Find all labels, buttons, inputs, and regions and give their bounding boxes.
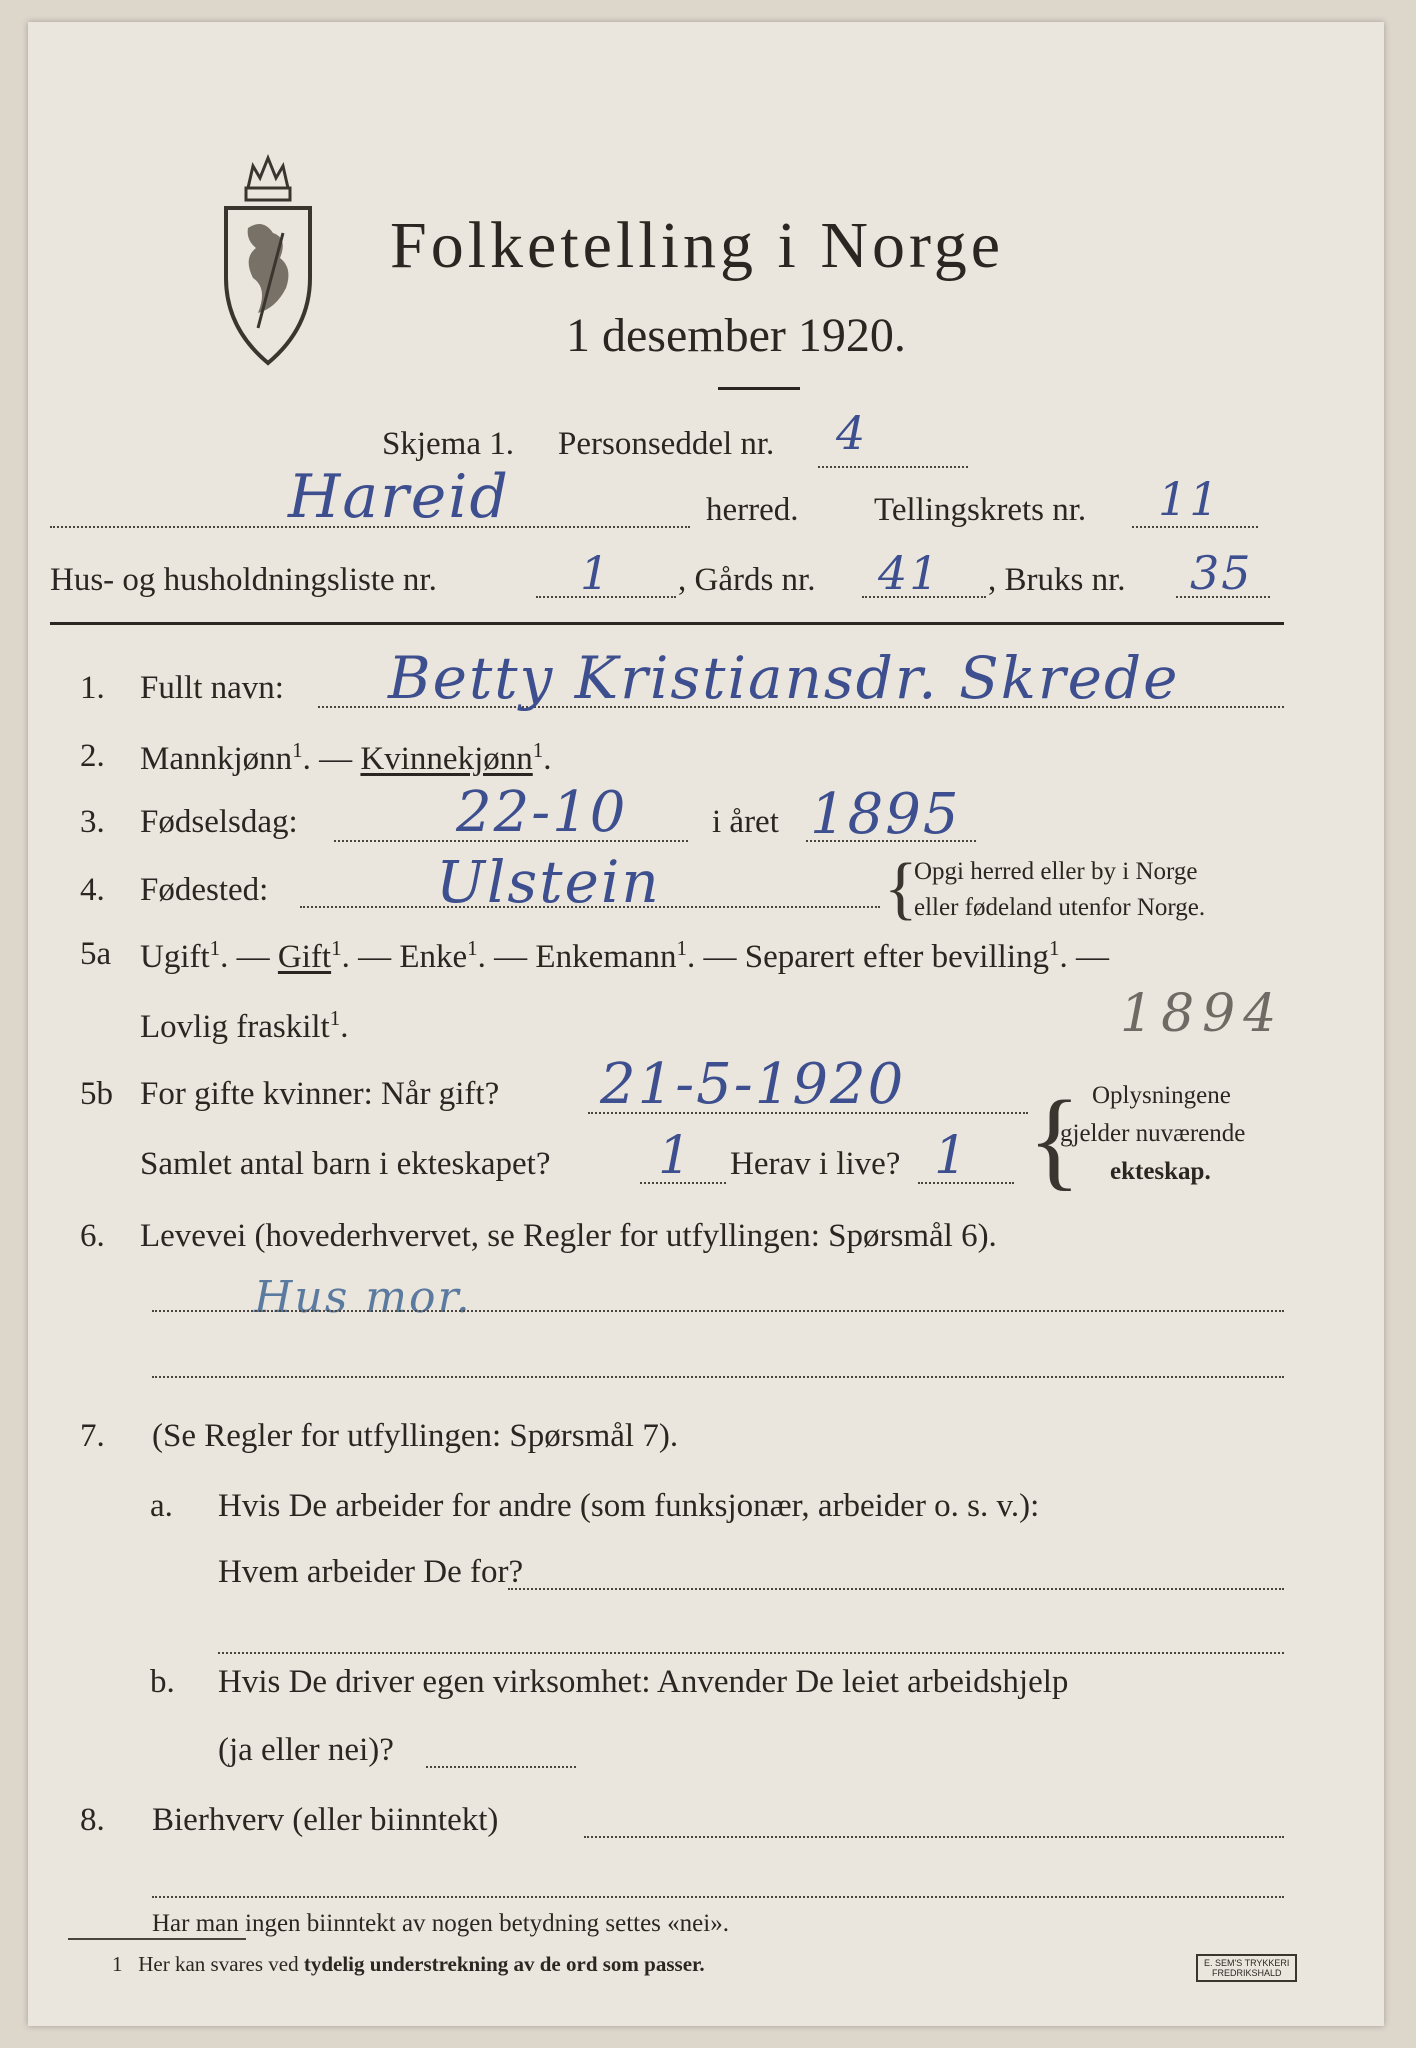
q8-line-2[interactable] — [152, 1896, 1284, 1898]
option-enke[interactable]: Enke — [399, 939, 468, 975]
option-gift[interactable]: Gift — [277, 939, 332, 975]
q5b-note-line1: Oplysningene — [1092, 1082, 1231, 1109]
q6-number: 6. — [80, 1218, 105, 1254]
full-name-value[interactable]: Betty Kristiansdr. Skrede — [388, 644, 1180, 712]
q7b-line[interactable] — [426, 1766, 576, 1768]
skjema-label: Skjema 1. — [382, 426, 514, 462]
q5b-label: For gifte kvinner: Når gift? — [140, 1076, 500, 1112]
q7b-text: Hvis De driver egen virksomhet: Anvender De leiet arbeidshjelp — [218, 1664, 1069, 1700]
q2-end: . — [543, 741, 552, 777]
children-label: Samlet antal barn i ekteskapet? — [140, 1146, 551, 1182]
q4-label: Fødested: — [140, 872, 269, 908]
tellingskrets-line — [1132, 526, 1258, 528]
q4-note-line1: Opgi herred eller by i Norge — [914, 858, 1198, 885]
occupation-value[interactable]: Hus mor. — [254, 1272, 472, 1323]
option-enkemann[interactable]: Enkemann — [535, 939, 677, 975]
stamp-line1: E. SEM'S TRYKKERI — [1204, 1958, 1290, 1968]
birthday-value[interactable]: 22-10 — [456, 780, 628, 845]
q2-separator: . — — [302, 741, 361, 777]
q6-label: Levevei (hovederhvervet, se Regler for utfyllingen: Spørsmål 6). — [140, 1218, 997, 1254]
option-kvinnekjonn[interactable]: Kvinnekjønn — [360, 741, 533, 777]
census-form — [28, 22, 1384, 2026]
printer-stamp — [1196, 1954, 1297, 1982]
birth-year-value[interactable]: 1895 — [810, 782, 961, 847]
q7-number: 7. — [80, 1418, 105, 1454]
alive-value[interactable]: 1 — [934, 1126, 970, 1186]
husliste-value[interactable]: 1 — [580, 546, 612, 600]
gards-value[interactable]: 41 — [878, 546, 941, 600]
q7b-question: (ja eller nei)? — [218, 1732, 394, 1768]
option-ugift[interactable]: Ugift — [140, 939, 210, 975]
q8-line[interactable] — [584, 1836, 1284, 1838]
footnote-mark: 1 — [112, 1952, 123, 1976]
form-title: Folketelling i Norge — [390, 209, 1005, 282]
bruks-label: , Bruks nr. — [988, 562, 1126, 598]
birthplace-value[interactable]: Ulstein — [436, 848, 661, 916]
married-date-value[interactable]: 21-5-1920 — [600, 1052, 906, 1117]
footnote-bold: tydelig understrekning av de ord som passer. — [303, 1952, 705, 1976]
q7a-question: Hvem arbeider De for? — [218, 1554, 524, 1590]
q7a-text: Hvis De arbeider for andre (som funksjonær, arbeider o. s. v.): — [218, 1488, 1040, 1524]
coat-of-arms-icon — [218, 148, 318, 368]
q2-options: Mannkjønn$^1$. — Kvinnekjønn$^1$. — [140, 738, 552, 777]
tellingskrets-label: Tellingskrets nr. — [874, 492, 1087, 528]
q3-number: 3. — [80, 804, 105, 840]
q7-label: (Se Regler for utfyllingen: Spørsmål 7). — [152, 1418, 679, 1454]
title-divider — [718, 387, 800, 390]
herred-value[interactable]: Hareid — [288, 462, 510, 532]
q1-number: 1. — [80, 670, 105, 706]
q5a-number: 5a — [80, 936, 112, 972]
bruks-value[interactable]: 35 — [1190, 546, 1253, 600]
q4-number: 4. — [80, 872, 105, 908]
footer-note: Har man ingen biinntekt av nogen betydning settes «nei». — [152, 1910, 729, 1937]
q8-number: 8. — [80, 1802, 105, 1838]
option-lovlig-fraskilt[interactable]: Lovlig fraskilt — [140, 1009, 330, 1045]
q7a-line-2[interactable] — [218, 1652, 1284, 1654]
husliste-label: Hus- og husholdningsliste nr. — [50, 562, 437, 598]
q5b-number: 5b — [80, 1076, 113, 1112]
q3-label: Fødselsdag: — [140, 804, 298, 840]
header-divider — [50, 622, 1284, 625]
q1-label: Fullt navn: — [140, 670, 284, 706]
q5a-options: Ugift$^1$. — Gift$^1$. — Enke$^1$. — Enkemann$^1$. — Separert efter bevilling$^1$. — — [140, 936, 1109, 975]
q7b-letter: b. — [150, 1664, 175, 1700]
q5b-note-line2: gjelder nuværende — [1060, 1120, 1246, 1147]
pencil-annotation: 1894 — [1120, 984, 1285, 1044]
tellingskrets-value[interactable]: 11 — [1158, 472, 1221, 526]
q5b-brace: { — [1028, 1078, 1081, 1200]
q4-brace: { — [884, 850, 918, 927]
footnote-text: Her kan svares ved — [138, 1952, 304, 1976]
children-value[interactable]: 1 — [658, 1126, 694, 1186]
q5a-options-2: Lovlig fraskilt$^1$. — [140, 1006, 349, 1045]
q7a-letter: a. — [150, 1488, 173, 1524]
form-date: 1 desember 1920. — [566, 309, 906, 362]
herred-label: herred. — [706, 492, 799, 528]
personseddel-value[interactable]: 4 — [836, 406, 868, 460]
option-mannkjonn[interactable]: Mannkjønn — [140, 741, 293, 777]
alive-label: Herav i live? — [730, 1146, 901, 1182]
q6-line-1 — [152, 1310, 1284, 1312]
gards-label: , Gårds nr. — [678, 562, 816, 598]
q2-number: 2. — [80, 738, 105, 774]
q5b-note-line3: ekteskap. — [1110, 1158, 1211, 1185]
personseddel-line — [818, 466, 968, 468]
q6-line-2 — [152, 1376, 1284, 1378]
q7a-line[interactable] — [508, 1588, 1284, 1590]
footnote-divider — [68, 1938, 246, 1940]
personseddel-label: Personseddel nr. — [558, 426, 775, 462]
stamp-line2: FREDRIKSHALD — [1211, 1968, 1282, 1978]
q4-note-line2: eller fødeland utenfor Norge. — [914, 894, 1206, 921]
option-separert[interactable]: Separert efter bevilling — [744, 939, 1049, 975]
q8-label: Bierhverv (eller biinntekt) — [152, 1802, 499, 1838]
q3-year-label: i året — [712, 804, 779, 840]
footnote — [112, 1952, 705, 1977]
